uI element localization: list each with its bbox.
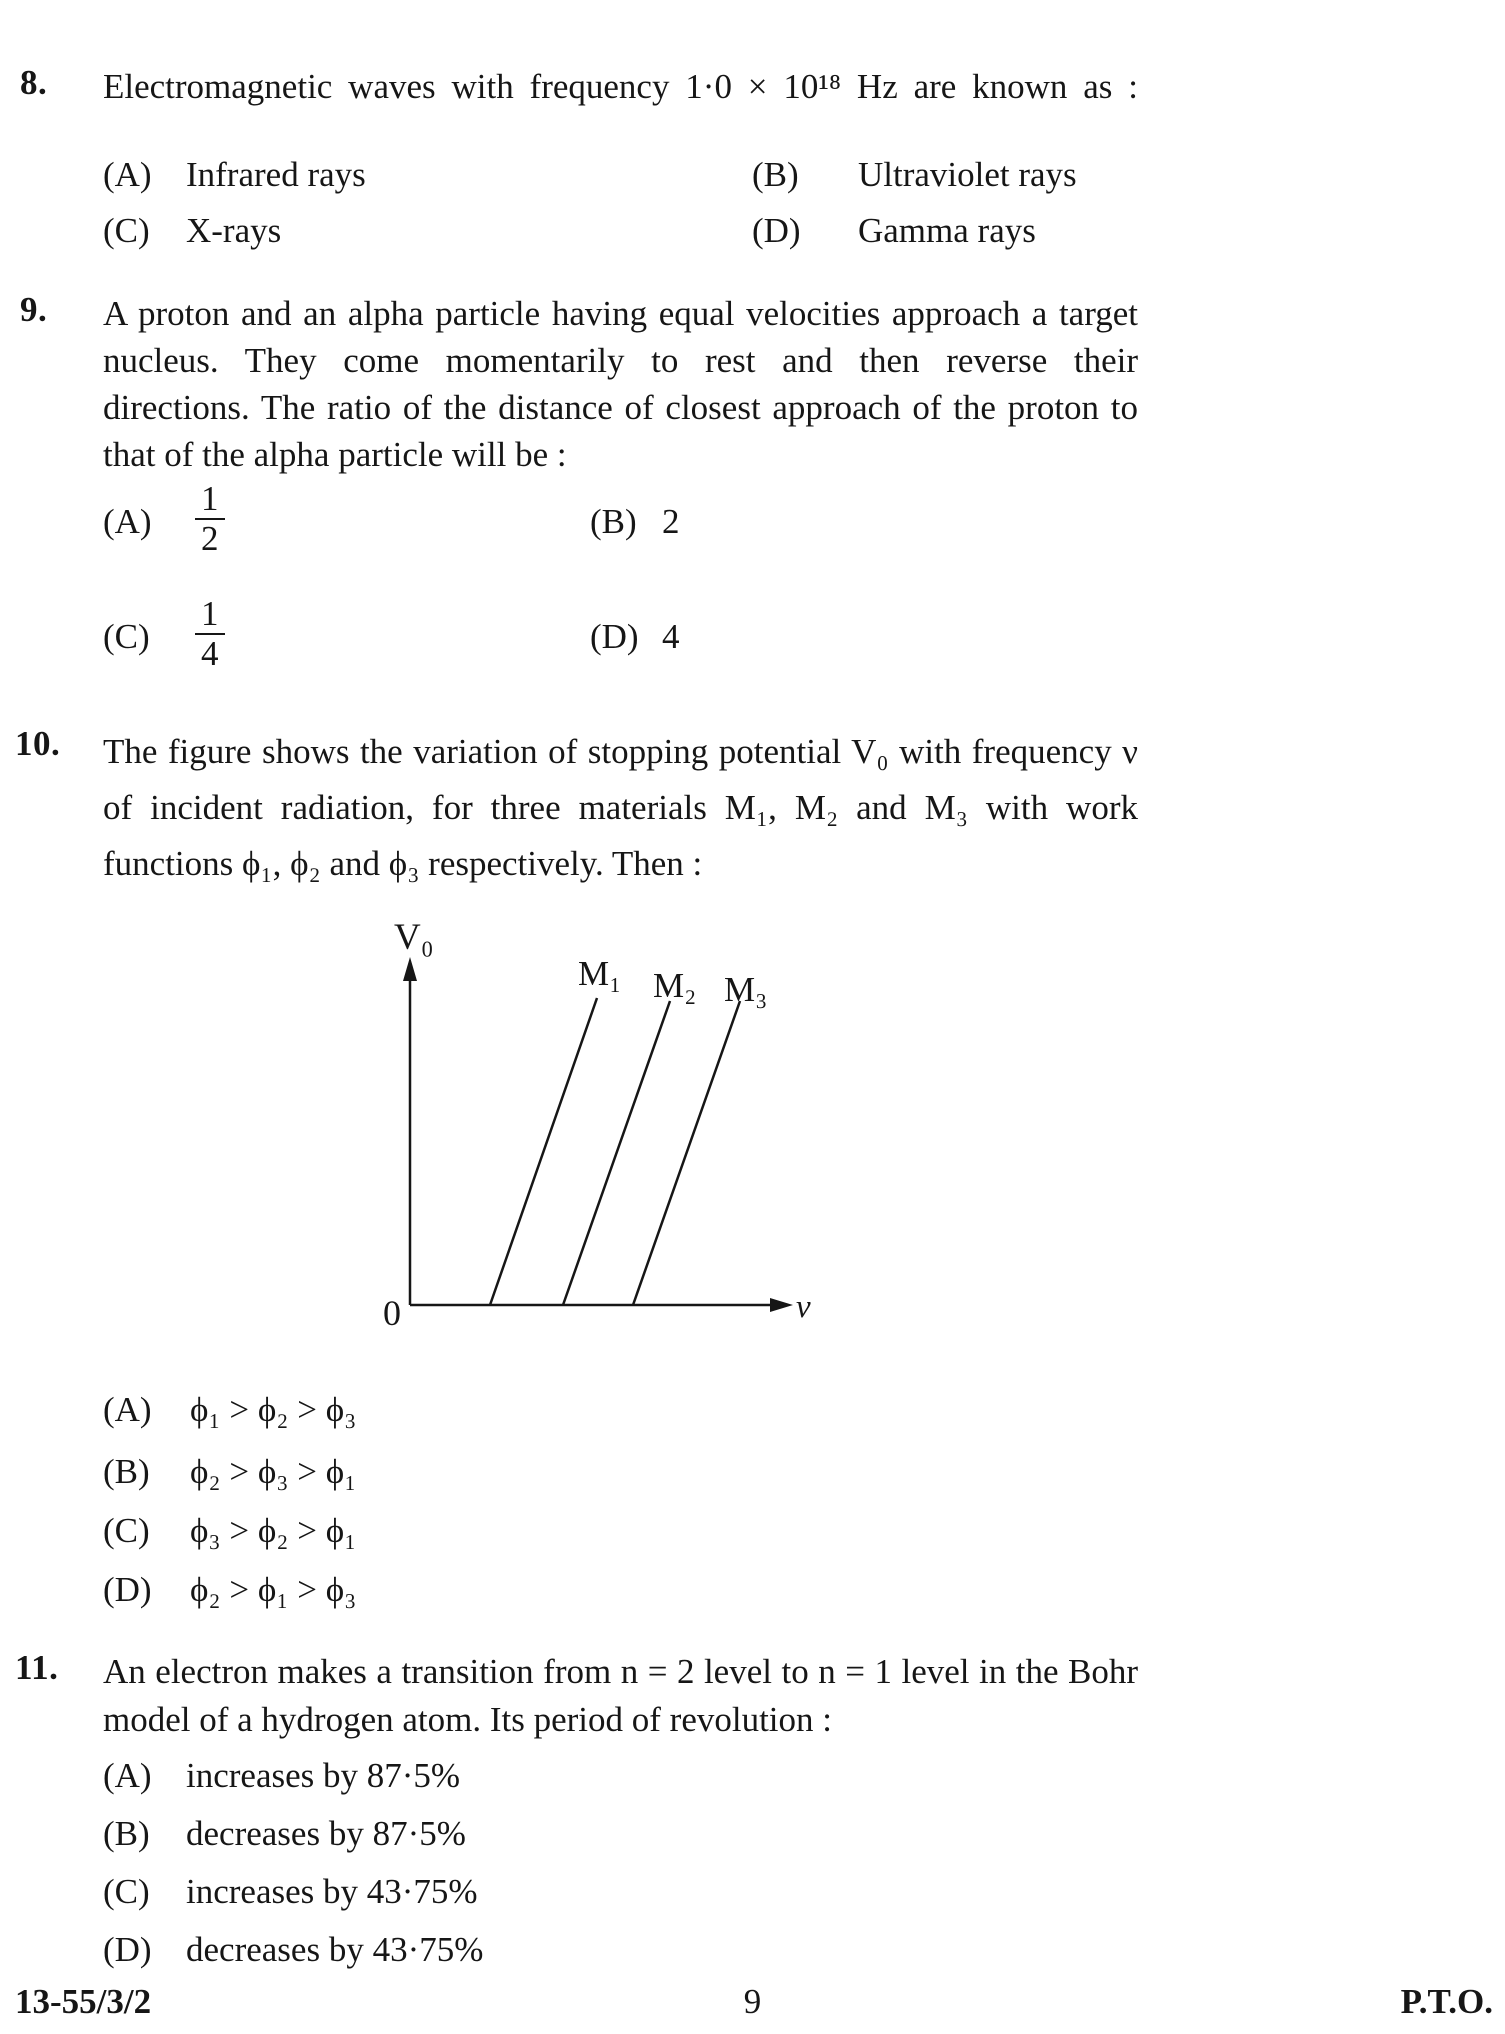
question-11-number: 11.: [15, 1648, 59, 1687]
origin-label: 0: [383, 1293, 401, 1333]
question-11-option-c: [103, 1872, 150, 1912]
option-label: (D): [590, 617, 639, 656]
question-10-option-a: [103, 1390, 152, 1430]
question-11-option-a: [103, 1756, 152, 1796]
fraction-numerator: 1: [201, 479, 219, 518]
option-label: (B): [103, 1814, 150, 1853]
option-label: (D): [103, 1930, 152, 1969]
q10-figure-graph: [330, 893, 830, 1343]
question-10-option-d: [103, 1570, 152, 1610]
line-m2-label: M₂: [653, 966, 697, 1005]
question-10-number: 10.: [15, 724, 61, 763]
question-10-line-1: The figure shows the variation of stopping potential V₀ with frequency ν: [103, 732, 1138, 771]
question-10-option-c-text: ϕ₃ > ϕ₂ > ϕ₁: [190, 1511, 357, 1550]
pto-label: P.T.O.: [1400, 1982, 1493, 2021]
option-label: (D): [103, 1570, 152, 1609]
question-11-line-1: An electron makes a transition from n = 2 level to n = 1 level in the Bohr: [103, 1652, 1138, 1691]
question-11-option-d-text: decreases by 43·75%: [186, 1930, 484, 1969]
option-label: (A): [103, 155, 152, 194]
question-9-option-d: [590, 617, 639, 657]
question-9-line-1: A proton and an alpha particle having equal velocities approach a target: [103, 294, 1138, 333]
question-11-option-b-text: decreases by 87·5%: [186, 1814, 466, 1853]
line-m3: [633, 1001, 740, 1305]
option-label: (B): [590, 502, 637, 541]
question-10-line-2: of incident radiation, for three materials M₁, M₂ and M₃ with work: [103, 788, 1138, 827]
question-9-option-a: [103, 502, 152, 542]
question-8-option-d-text: Gamma rays: [858, 211, 1036, 250]
fraction-denominator: 2: [195, 518, 225, 558]
question-8-option-a: [103, 155, 152, 195]
y-axis-label: V₀: [394, 917, 434, 958]
option-label: (A): [103, 1756, 152, 1795]
fraction-one-fourth: [195, 595, 225, 673]
option-label: (B): [752, 155, 799, 194]
option-label: (A): [103, 1390, 152, 1429]
question-10-option-c: [103, 1511, 150, 1551]
option-label: (C): [103, 211, 150, 250]
question-8-option-b-text: Ultraviolet rays: [858, 155, 1077, 194]
option-label: (C): [103, 1872, 150, 1911]
y-axis-arrow-icon: [403, 957, 417, 981]
question-9-option-c: [103, 617, 150, 657]
question-11-line-2: model of a hydrogen atom. Its period of revolution :: [103, 1700, 833, 1739]
question-8-option-c: [103, 211, 150, 251]
question-9-option-b-text: 2: [662, 502, 680, 541]
fraction-numerator: 1: [201, 594, 219, 633]
option-label: (B): [103, 1452, 150, 1491]
question-8-option-c-text: X-rays: [186, 211, 282, 250]
line-m1-label: M₁: [578, 954, 622, 993]
question-9-option-d-text: 4: [662, 617, 680, 656]
page-number: 9: [743, 1982, 762, 2021]
question-8-option-a-text: Infrared rays: [186, 155, 366, 194]
x-axis-arrow-icon: [770, 1298, 793, 1312]
paper-code: 13-55/3/2: [15, 1982, 152, 2021]
question-11-option-b: [103, 1814, 150, 1854]
question-11-option-c-text: increases by 43·75%: [186, 1872, 478, 1911]
option-label: (C): [103, 617, 150, 656]
question-9-line-2: nucleus. They come momentarily to rest and then reverse their: [103, 341, 1138, 380]
question-8-number: 8.: [20, 63, 48, 102]
question-10-option-b-text: ϕ₂ > ϕ₃ > ϕ₁: [190, 1452, 357, 1491]
option-label: (C): [103, 1511, 150, 1550]
question-11-option-d: [103, 1930, 152, 1970]
fraction-denominator: 4: [195, 633, 225, 673]
question-9-text: [103, 290, 1138, 478]
line-m3-label: M₃: [724, 970, 768, 1009]
question-9-line-3: directions. The ratio of the distance of closest approach of the proton to: [103, 388, 1138, 427]
question-10-line-3: functions ϕ₁, ϕ₂ and ϕ₃ respectively. Then :: [103, 844, 703, 883]
question-10-option-d-text: ϕ₂ > ϕ₁ > ϕ₃: [190, 1570, 357, 1609]
line-m1: [490, 998, 597, 1305]
question-8-text: [103, 63, 1138, 110]
question-11-option-a-text: increases by 87·5%: [186, 1756, 461, 1795]
question-8-option-d: [752, 211, 801, 251]
question-11-text: [103, 1648, 1138, 1744]
fraction-one-half: [195, 480, 225, 558]
question-8-line-1: Electromagnetic waves with frequency 1·0 × 10¹⁸ Hz are known as :: [103, 67, 1138, 106]
question-9-number: 9.: [20, 290, 48, 329]
stopping-potential-graph: [330, 893, 830, 1343]
question-10-text: [103, 724, 1138, 892]
option-label: (A): [103, 502, 152, 541]
question-8-option-b: [752, 155, 799, 195]
question-9-line-4: that of the alpha particle will be :: [103, 435, 567, 474]
option-label: (D): [752, 211, 801, 250]
question-10-option-a-text: ϕ₁ > ϕ₂ > ϕ₃: [190, 1390, 357, 1429]
x-axis-label: ν: [796, 1289, 811, 1325]
question-10-option-b: [103, 1452, 150, 1492]
question-9-option-b: [590, 502, 637, 542]
